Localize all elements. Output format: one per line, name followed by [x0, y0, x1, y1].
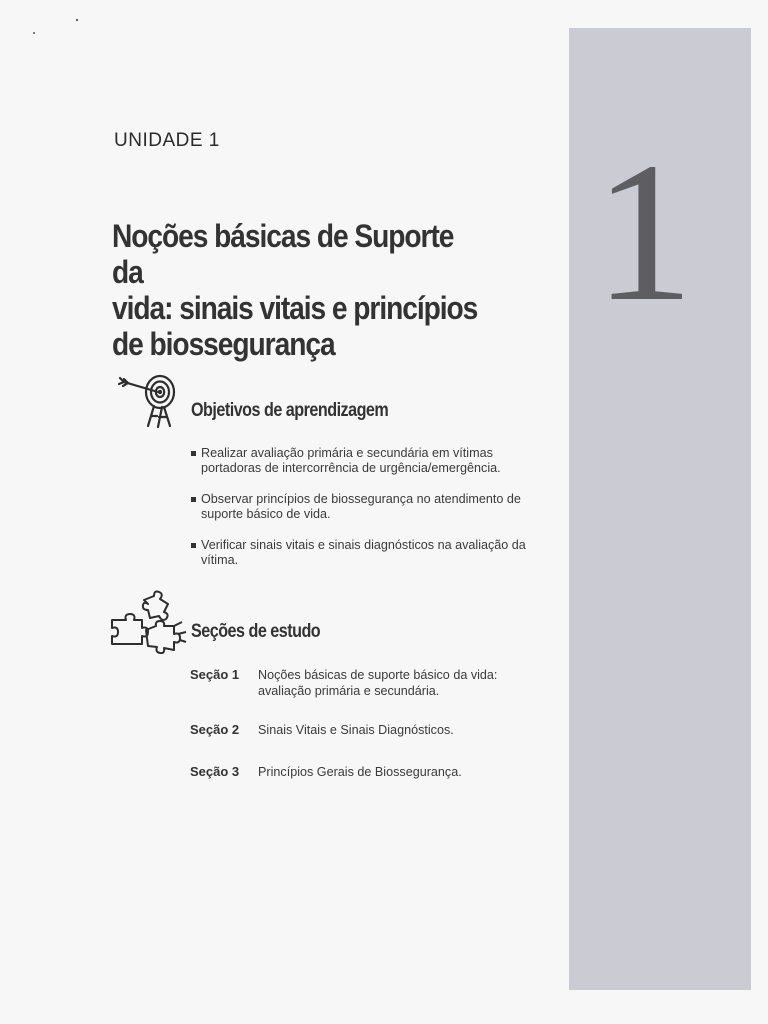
study-section-row — [190, 667, 550, 699]
scan-specks — [30, 14, 90, 44]
objectives-heading: Objetivos de aprendizagem — [191, 400, 389, 421]
page-title — [112, 218, 482, 362]
study-section-title: Princípios Gerais de Biossegurança. — [258, 765, 462, 779]
study-section-label: Seção 1 — [190, 667, 240, 682]
objectives-list — [190, 446, 550, 584]
title-line: de biossegurança — [112, 326, 335, 362]
study-sections-list — [190, 667, 550, 803]
chapter-number: 1 — [594, 122, 694, 343]
study-section-title: Sinais Vitais e Sinais Diagnósticos. — [258, 723, 454, 737]
puzzle-pieces-icon — [108, 590, 188, 654]
study-section-title: Noções básicas de suporte básico da vida: avaliação primária e secundária. — [258, 668, 498, 698]
title-line: vida: sinais vitais e princípios — [112, 290, 478, 326]
study-sections-heading: Seções de estudo — [191, 621, 321, 642]
title-line: Noções básicas de Suporte da — [112, 218, 454, 290]
objective-item: Realizar avaliação primária e secundária em vítimas portadoras de intercorrência de urgência/emergência. — [190, 446, 550, 476]
target-arrow-icon — [118, 370, 182, 432]
objective-item: Verificar sinais vitais e sinais diagnósticos na avaliação da vítima. — [190, 538, 550, 568]
objective-item: Observar princípios de biossegurança no atendimento de suporte básico de vida. — [190, 492, 550, 522]
chapter-sidebar — [569, 28, 751, 990]
study-section-row — [190, 764, 550, 780]
study-section-label: Seção 3 — [190, 764, 240, 779]
study-section-row — [190, 722, 550, 738]
study-section-label: Seção 2 — [190, 722, 240, 737]
unit-label: UNIDADE 1 — [114, 130, 220, 151]
